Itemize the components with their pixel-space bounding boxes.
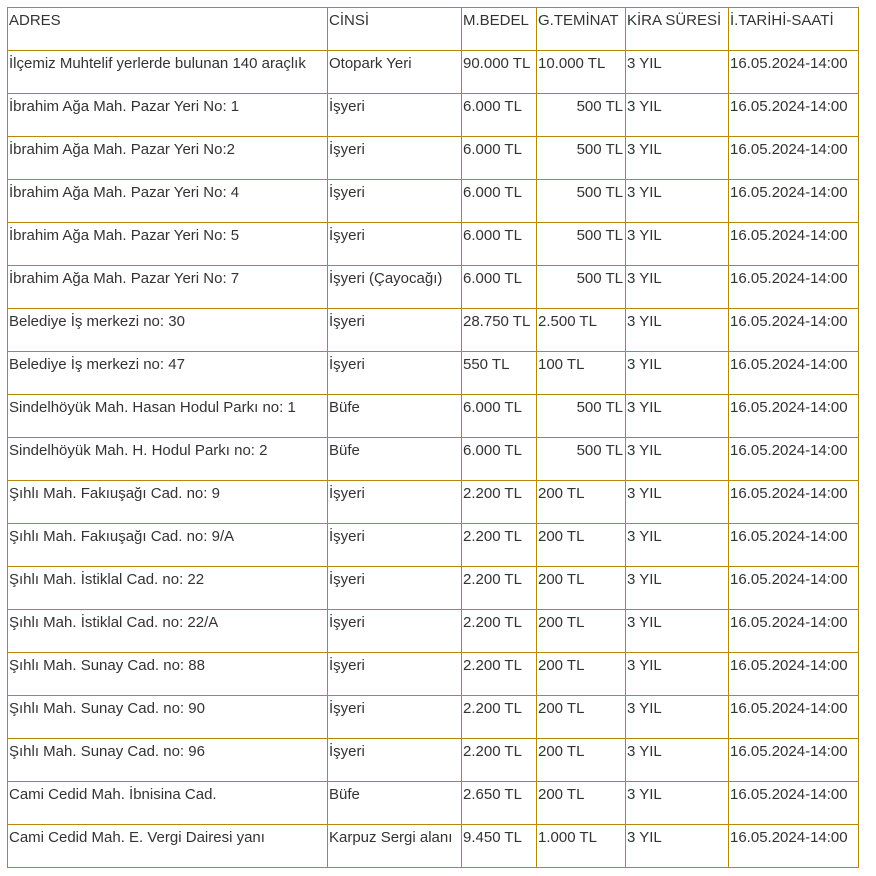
cell-address: Şıhlı Mah. Sunay Cad. no: 88: [8, 653, 328, 696]
cell-tender-datetime: 16.05.2024-14:00: [729, 352, 859, 395]
cell-rental-period: 3 YIL: [626, 481, 729, 524]
cell-estimated-price: 6.000 TL: [462, 180, 537, 223]
cell-estimated-price: 2.200 TL: [462, 481, 537, 524]
cell-address: Belediye İş merkezi no: 30: [8, 309, 328, 352]
cell-tender-datetime: 16.05.2024-14:00: [729, 309, 859, 352]
cell-tender-datetime: 16.05.2024-14:00: [729, 696, 859, 739]
cell-estimated-price: 2.200 TL: [462, 610, 537, 653]
cell-tender-datetime: 16.05.2024-14:00: [729, 438, 859, 481]
cell-guarantee: 500 TL: [537, 438, 626, 481]
cell-rental-period: 3 YIL: [626, 739, 729, 782]
cell-rental-period: 3 YIL: [626, 309, 729, 352]
cell-estimated-price: 2.200 TL: [462, 567, 537, 610]
cell-tender-datetime: 16.05.2024-14:00: [729, 51, 859, 94]
cell-estimated-price: 2.200 TL: [462, 524, 537, 567]
rental-tender-table: [7, 7, 859, 868]
cell-address: Cami Cedid Mah. E. Vergi Dairesi yanı: [8, 825, 328, 868]
cell-guarantee: 1.000 TL: [537, 825, 626, 868]
cell-guarantee: 500 TL: [537, 395, 626, 438]
cell-address: İbrahim Ağa Mah. Pazar Yeri No: 7: [8, 266, 328, 309]
table-row: [8, 481, 859, 524]
cell-estimated-price: 2.200 TL: [462, 739, 537, 782]
cell-type: Karpuz Sergi alanı: [328, 825, 462, 868]
cell-rental-period: 3 YIL: [626, 395, 729, 438]
cell-address: İbrahim Ağa Mah. Pazar Yeri No: 4: [8, 180, 328, 223]
cell-address: Şıhlı Mah. Fakıuşağı Cad. no: 9: [8, 481, 328, 524]
cell-type: İşyeri: [328, 610, 462, 653]
cell-tender-datetime: 16.05.2024-14:00: [729, 524, 859, 567]
cell-estimated-price: 6.000 TL: [462, 266, 537, 309]
cell-tender-datetime: 16.05.2024-14:00: [729, 782, 859, 825]
cell-estimated-price: 6.000 TL: [462, 223, 537, 266]
cell-type: İşyeri: [328, 352, 462, 395]
cell-tender-datetime: 16.05.2024-14:00: [729, 610, 859, 653]
header-type: CİNSİ: [328, 8, 462, 51]
cell-guarantee: 200 TL: [537, 610, 626, 653]
cell-type: Otopark Yeri: [328, 51, 462, 94]
table-row: [8, 266, 859, 309]
cell-type: İşyeri: [328, 223, 462, 266]
cell-address: Sindelhöyük Mah. Hasan Hodul Parkı no: 1: [8, 395, 328, 438]
cell-rental-period: 3 YIL: [626, 137, 729, 180]
cell-type: İşyeri: [328, 481, 462, 524]
table-row: [8, 524, 859, 567]
cell-rental-period: 3 YIL: [626, 94, 729, 137]
cell-type: Büfe: [328, 395, 462, 438]
cell-address: Şıhlı Mah. İstiklal Cad. no: 22/A: [8, 610, 328, 653]
cell-rental-period: 3 YIL: [626, 180, 729, 223]
header-guarantee: G.TEMİNAT: [537, 8, 626, 51]
cell-type: İşyeri: [328, 653, 462, 696]
cell-tender-datetime: 16.05.2024-14:00: [729, 395, 859, 438]
table-row: [8, 309, 859, 352]
table-row: [8, 180, 859, 223]
cell-estimated-price: 6.000 TL: [462, 438, 537, 481]
cell-estimated-price: 28.750 TL: [462, 309, 537, 352]
table-row: [8, 51, 859, 94]
cell-tender-datetime: 16.05.2024-14:00: [729, 739, 859, 782]
table-row: [8, 395, 859, 438]
cell-estimated-price: 9.450 TL: [462, 825, 537, 868]
cell-rental-period: 3 YIL: [626, 825, 729, 868]
cell-tender-datetime: 16.05.2024-14:00: [729, 94, 859, 137]
cell-type: İşyeri: [328, 94, 462, 137]
cell-guarantee: 2.500 TL: [537, 309, 626, 352]
header-address: ADRES: [8, 8, 328, 51]
cell-type: Büfe: [328, 782, 462, 825]
table-row: [8, 567, 859, 610]
cell-type: İşyeri: [328, 739, 462, 782]
header-tender-datetime: İ.TARİHİ-SAATİ: [729, 8, 859, 51]
table-row: [8, 137, 859, 180]
cell-address: Sindelhöyük Mah. H. Hodul Parkı no: 2: [8, 438, 328, 481]
cell-type: İşyeri: [328, 524, 462, 567]
cell-type: İşyeri: [328, 309, 462, 352]
cell-estimated-price: 6.000 TL: [462, 94, 537, 137]
cell-estimated-price: 2.200 TL: [462, 696, 537, 739]
cell-address: Cami Cedid Mah. İbnisina Cad.: [8, 782, 328, 825]
cell-guarantee: 500 TL: [537, 137, 626, 180]
cell-type: İşyeri (Çayocağı): [328, 266, 462, 309]
cell-guarantee: 10.000 TL: [537, 51, 626, 94]
cell-guarantee: 500 TL: [537, 180, 626, 223]
cell-estimated-price: 2.650 TL: [462, 782, 537, 825]
cell-guarantee: 500 TL: [537, 266, 626, 309]
cell-guarantee: 100 TL: [537, 352, 626, 395]
cell-rental-period: 3 YIL: [626, 567, 729, 610]
cell-guarantee: 200 TL: [537, 653, 626, 696]
cell-address: Şıhlı Mah. Sunay Cad. no: 96: [8, 739, 328, 782]
cell-guarantee: 200 TL: [537, 567, 626, 610]
header-estimated-price: M.BEDEL: [462, 8, 537, 51]
cell-tender-datetime: 16.05.2024-14:00: [729, 653, 859, 696]
cell-guarantee: 200 TL: [537, 524, 626, 567]
table-row: [8, 94, 859, 137]
cell-guarantee: 200 TL: [537, 739, 626, 782]
cell-tender-datetime: 16.05.2024-14:00: [729, 223, 859, 266]
cell-estimated-price: 2.200 TL: [462, 653, 537, 696]
table-row: [8, 223, 859, 266]
cell-rental-period: 3 YIL: [626, 266, 729, 309]
cell-address: Belediye İş merkezi no: 47: [8, 352, 328, 395]
cell-rental-period: 3 YIL: [626, 782, 729, 825]
cell-rental-period: 3 YIL: [626, 696, 729, 739]
cell-guarantee: 200 TL: [537, 782, 626, 825]
cell-tender-datetime: 16.05.2024-14:00: [729, 825, 859, 868]
cell-address: İbrahim Ağa Mah. Pazar Yeri No:2: [8, 137, 328, 180]
cell-rental-period: 3 YIL: [626, 438, 729, 481]
table-row: [8, 825, 859, 868]
cell-tender-datetime: 16.05.2024-14:00: [729, 180, 859, 223]
cell-address: Şıhlı Mah. İstiklal Cad. no: 22: [8, 567, 328, 610]
cell-type: Büfe: [328, 438, 462, 481]
cell-type: İşyeri: [328, 567, 462, 610]
cell-tender-datetime: 16.05.2024-14:00: [729, 567, 859, 610]
table-row: [8, 653, 859, 696]
cell-estimated-price: 6.000 TL: [462, 137, 537, 180]
cell-estimated-price: 90.000 TL: [462, 51, 537, 94]
cell-address: İbrahim Ağa Mah. Pazar Yeri No: 5: [8, 223, 328, 266]
cell-rental-period: 3 YIL: [626, 610, 729, 653]
header-row: [8, 8, 859, 51]
cell-address: İlçemiz Muhtelif yerlerde bulunan 140 araçlık: [8, 51, 328, 94]
cell-tender-datetime: 16.05.2024-14:00: [729, 481, 859, 524]
cell-estimated-price: 550 TL: [462, 352, 537, 395]
table-row: [8, 352, 859, 395]
cell-address: İbrahim Ağa Mah. Pazar Yeri No: 1: [8, 94, 328, 137]
cell-rental-period: 3 YIL: [626, 51, 729, 94]
cell-tender-datetime: 16.05.2024-14:00: [729, 266, 859, 309]
table-row: [8, 696, 859, 739]
cell-rental-period: 3 YIL: [626, 223, 729, 266]
cell-type: İşyeri: [328, 696, 462, 739]
cell-type: İşyeri: [328, 180, 462, 223]
header-rental-period: KİRA SÜRESİ: [626, 8, 729, 51]
table-row: [8, 739, 859, 782]
cell-guarantee: 500 TL: [537, 94, 626, 137]
cell-type: İşyeri: [328, 137, 462, 180]
cell-tender-datetime: 16.05.2024-14:00: [729, 137, 859, 180]
cell-rental-period: 3 YIL: [626, 653, 729, 696]
cell-guarantee: 500 TL: [537, 223, 626, 266]
cell-rental-period: 3 YIL: [626, 352, 729, 395]
cell-address: Şıhlı Mah. Fakıuşağı Cad. no: 9/A: [8, 524, 328, 567]
table-row: [8, 610, 859, 653]
cell-address: Şıhlı Mah. Sunay Cad. no: 90: [8, 696, 328, 739]
cell-guarantee: 200 TL: [537, 481, 626, 524]
table-row: [8, 438, 859, 481]
cell-estimated-price: 6.000 TL: [462, 395, 537, 438]
cell-guarantee: 200 TL: [537, 696, 626, 739]
table-row: [8, 782, 859, 825]
cell-rental-period: 3 YIL: [626, 524, 729, 567]
